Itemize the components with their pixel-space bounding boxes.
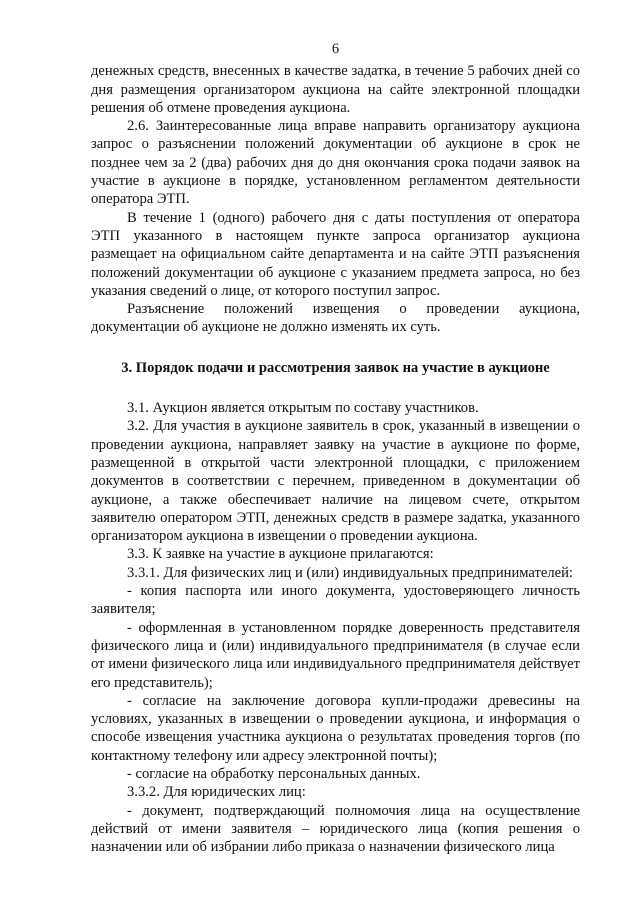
section-2-text (91, 62, 580, 336)
paragraph: 3.3. К заявке на участие в аукционе прилагаются: (127, 546, 434, 563)
section-3-text (91, 399, 580, 856)
paragraph: - согласие на заключение договора купли-продажи древесины на условиях, указанных в извещении о проведении аукциона, и информация о способе извещения участника аукциона о результатах проведения торгов (по контактному телефону или адресу электронной почты); (91, 692, 580, 764)
paragraph: - копия паспорта или иного документа, удостоверяющего личность заявителя; (91, 583, 580, 618)
paragraph: 3.3.2. Для юридических лиц: (127, 784, 306, 801)
paragraph: 2.6. Заинтересованные лица вправе направить организатору аукциона запрос о разъяснении положений документации об аукционе в срок не позднее чем за 2 (два) рабочих дня до дня окончания срока подачи заявок на участие в аукционе в порядке, установленном регламентом деятельности оператора ЭТП. (91, 118, 580, 208)
paragraph: В течение 1 (одного) рабочего дня с даты поступления от оператора ЭТП указанного в настоящем пункте запроса организатор аукциона размещает на официальном сайте департамента и на сайте ЭТП разъяснения положений документации об аукционе с указанием предмета запроса, но без указания сведений о лице, от которого поступил запрос. (91, 209, 580, 299)
section-3-heading: 3. Порядок подачи и рассмотрения заявок на участие в аукционе (121, 359, 550, 376)
page-number: 6 (331, 41, 340, 57)
paragraph: Разъяснение положений извещения о проведении аукциона, документации об аукционе не должно изменять их суть. (91, 301, 580, 336)
paragraph: - согласие на обработку персональных данных. (127, 765, 421, 782)
document-page (91, 40, 580, 856)
paragraph: - документ, подтверждающий полномочия лица на осуществление действий от имени заявителя – юридического лица (копия решения о назначении или об избрании либо приказа о назначении физического лица (91, 802, 580, 856)
paragraph: - оформленная в установленном порядке доверенность представителя физического лица и (или) индивидуального предпринимателя (в случае если от имени физического лица или индивидуального предпринимателя действует его представитель); (91, 619, 580, 691)
paragraph: 3.1. Аукцион является открытым по составу участников. (127, 400, 479, 417)
paragraph: денежных средств, внесенных в качестве задатка, в течение 5 рабочих дней со дня размещения организатором аукциона на сайте электронной площадки решения об отмене проведения аукциона. (91, 63, 580, 116)
paragraph: 3.2. Для участия в аукционе заявитель в срок, указанный в извещении о проведении аукциона, направляет заявку на участие в аукционе по форме, размещенной в открытой части электронной площадки, с приложением документов в соответствии с перечнем, приведенном в документации об аукционе, а также обеспечивает наличие на лицевом счете, открытом заявителю оператором ЭТП, денежных средств в размере задатка, указанного организатором аукциона в извещении о проведении аукциона. (91, 418, 580, 545)
paragraph: 3.3.1. Для физических лиц и (или) индивидуальных предпринимателей: (127, 564, 573, 581)
